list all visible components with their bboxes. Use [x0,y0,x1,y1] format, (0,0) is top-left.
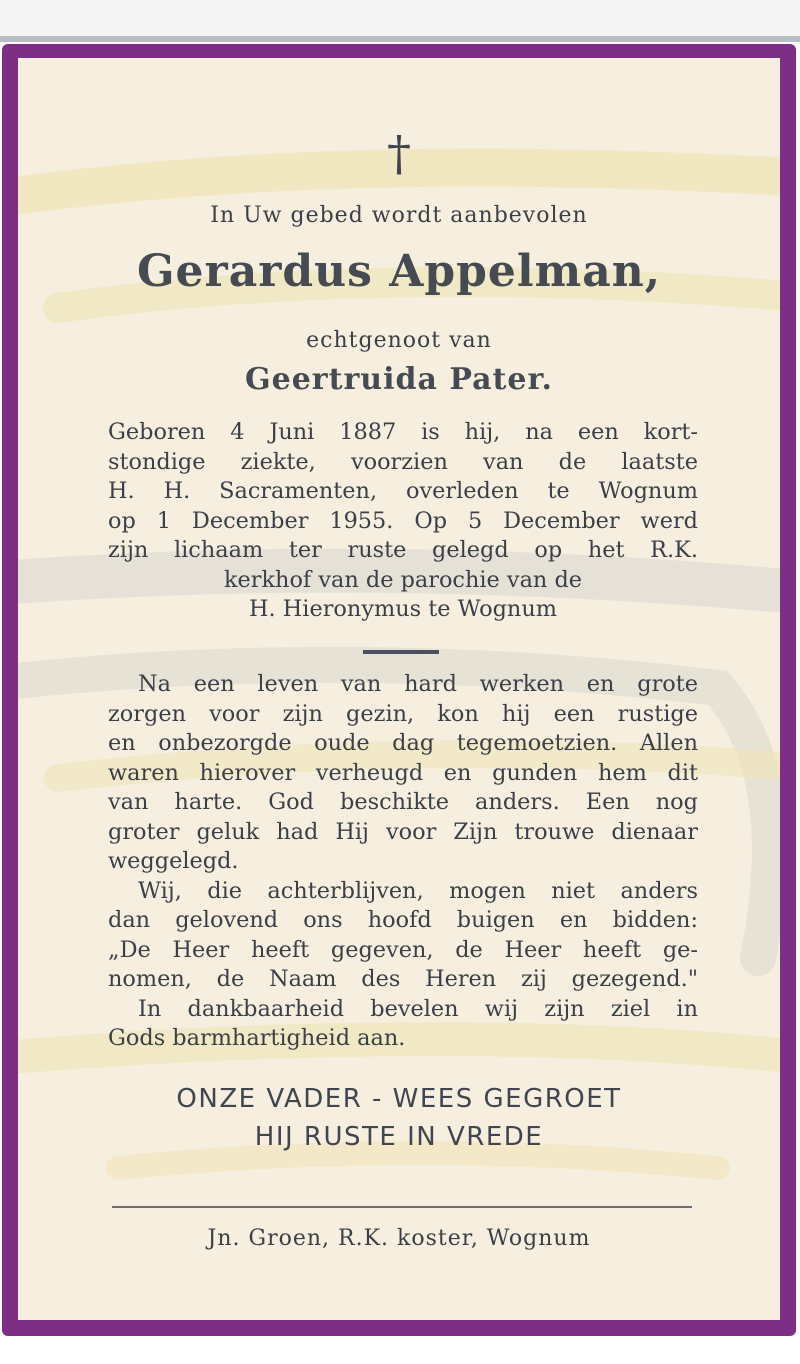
text-line: zorgen voor zijn gezin, kon hij een rustige [108,700,698,727]
printer-credit: Jn. Groen, R.K. koster, Wognum [207,1226,591,1251]
bio-line: Geboren 4 Juni 1887 is hij, na een kort- [108,419,698,445]
text-line: In dankbaarheid bevelen wij zijn ziel in [138,995,698,1022]
bio-line: stondige ziekte, voorzien van de laatste [108,448,698,475]
top-margin [0,0,800,36]
text-line: groter geluk had Hij voor Zijn trouwe dienaar [108,818,698,845]
text-line: van harte. God beschikte anders. Een nog [108,789,698,815]
bio-line: op 1 December 1955. Op 5 December werd [108,507,698,534]
bio-line: zijn lichaam ter ruste gelegd op het R.K. [108,537,698,563]
rest-in-peace-line: HIJ RUSTE IN VREDE [254,1122,544,1152]
memorial-card [2,44,796,1336]
relation-line: echtgenoot van [306,328,492,353]
spouse-name: Geertruida Pater. [245,362,553,397]
section-divider [363,650,439,654]
cross-icon: † [387,126,411,182]
biography-paragraph [108,418,698,625]
footer-rule [112,1206,692,1208]
deceased-name: Gerardus Appelman, [136,246,662,297]
bio-line: H. H. Sacramenten, overleden te Wognum [108,478,698,504]
text-line: nomen, de Naam des Heren zij gezegend." [108,966,698,992]
scan-edge [0,36,800,42]
text-line: Gods barmhartigheid aan. [108,1025,406,1051]
text-line: weggelegd. [108,848,239,874]
memorial-text [108,670,698,1054]
text-line: Wij, die achterblijven, mogen niet anders [138,877,698,904]
bio-line: H. Hieronymus te Wognum [249,596,557,622]
text-line: „De Heer heeft gegeven, de Heer heeft ge- [108,936,698,963]
text-line: dan gelovend ons hoofd buigen en bidden: [108,907,698,933]
bio-line: kerkhof van de parochie van de [223,566,583,593]
text-line: en onbezorgde oude dag tegemoetzien. Allen [108,730,698,756]
intro-line: In Uw gebed wordt aanbevolen [210,203,588,228]
text-line: Na een leven van hard werken en grote [138,671,698,697]
card-paper [18,58,780,1320]
text-line: waren hierover verheugd en gunden hem dit [108,759,698,786]
prayer-line: ONZE VADER - WEES GEGROET [176,1084,622,1114]
